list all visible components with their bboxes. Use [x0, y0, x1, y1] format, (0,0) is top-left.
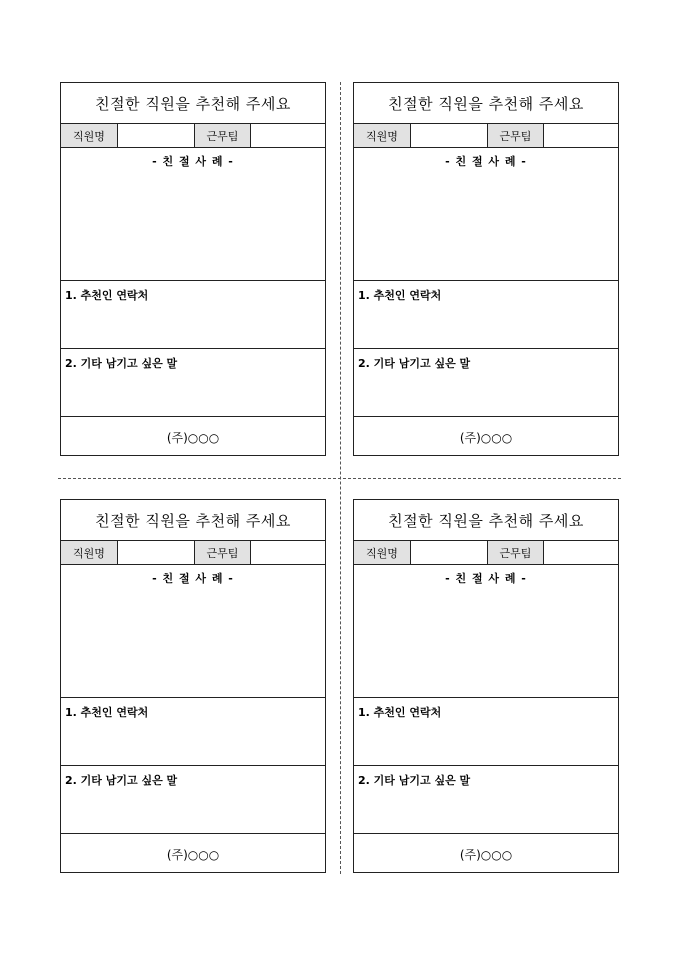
kindness-cases-label: - 친 절 사 례 -: [445, 572, 527, 585]
team-field[interactable]: [544, 541, 618, 564]
recommendation-card-bottom-right: [353, 499, 619, 873]
company-name: (주)○○○: [459, 430, 513, 445]
employee-name-label: 직원명: [354, 541, 411, 564]
kindness-cases-label: - 친 절 사 례 -: [445, 155, 527, 168]
recommender-contact-section[interactable]: [354, 281, 618, 349]
recommender-contact-label: 1. 추천인 연락처: [358, 706, 442, 719]
recommendation-card-top-right: [353, 82, 619, 456]
horizontal-cut-line: [58, 478, 621, 479]
other-message-label: 2. 기타 남기고 싶은 말: [358, 774, 471, 787]
team-label: 근무팀: [487, 541, 544, 564]
team-field[interactable]: [251, 541, 325, 564]
recommender-contact-label: 1. 추천인 연락처: [65, 706, 149, 719]
employee-name-field[interactable]: [411, 124, 487, 147]
employee-name-field[interactable]: [411, 541, 487, 564]
kindness-cases-label: - 친 절 사 례 -: [152, 572, 234, 585]
recommender-contact-label: 1. 추천인 연락처: [358, 289, 442, 302]
company-name: (주)○○○: [459, 847, 513, 862]
recommendation-card-top-left: [60, 82, 326, 456]
card-title: 친절한 직원을 추천해 주세요: [61, 500, 325, 541]
employee-name-label: 직원명: [354, 124, 411, 147]
other-message-label: 2. 기타 남기고 싶은 말: [65, 357, 178, 370]
company-name: (주)○○○: [166, 430, 220, 445]
other-message-label: 2. 기타 남기고 싶은 말: [358, 357, 471, 370]
team-label: 근무팀: [194, 124, 251, 147]
card-title: 친절한 직원을 추천해 주세요: [354, 83, 618, 124]
employee-name-field[interactable]: [118, 124, 194, 147]
card-title: 친절한 직원을 추천해 주세요: [354, 500, 618, 541]
kindness-cases-section[interactable]: [61, 148, 325, 281]
recommender-contact-section[interactable]: [61, 698, 325, 766]
team-label: 근무팀: [194, 541, 251, 564]
recommender-contact-section[interactable]: [61, 281, 325, 349]
employee-info-row: [61, 124, 325, 148]
other-message-section[interactable]: [354, 349, 618, 417]
team-field[interactable]: [544, 124, 618, 147]
kindness-cases-section[interactable]: [354, 565, 618, 698]
company-name: (주)○○○: [166, 847, 220, 862]
employee-name-field[interactable]: [118, 541, 194, 564]
other-message-section[interactable]: [61, 349, 325, 417]
kindness-cases-section[interactable]: [61, 565, 325, 698]
employee-info-row: [354, 124, 618, 148]
employee-info-row: [354, 541, 618, 565]
employee-info-row: [61, 541, 325, 565]
team-label: 근무팀: [487, 124, 544, 147]
other-message-section[interactable]: [61, 766, 325, 834]
team-field[interactable]: [251, 124, 325, 147]
employee-name-label: 직원명: [61, 541, 118, 564]
kindness-cases-label: - 친 절 사 례 -: [152, 155, 234, 168]
other-message-section[interactable]: [354, 766, 618, 834]
recommender-contact-section[interactable]: [354, 698, 618, 766]
recommendation-card-bottom-left: [60, 499, 326, 873]
employee-name-label: 직원명: [61, 124, 118, 147]
kindness-cases-section[interactable]: [354, 148, 618, 281]
other-message-label: 2. 기타 남기고 싶은 말: [65, 774, 178, 787]
recommender-contact-label: 1. 추천인 연락처: [65, 289, 149, 302]
card-title: 친절한 직원을 추천해 주세요: [61, 83, 325, 124]
